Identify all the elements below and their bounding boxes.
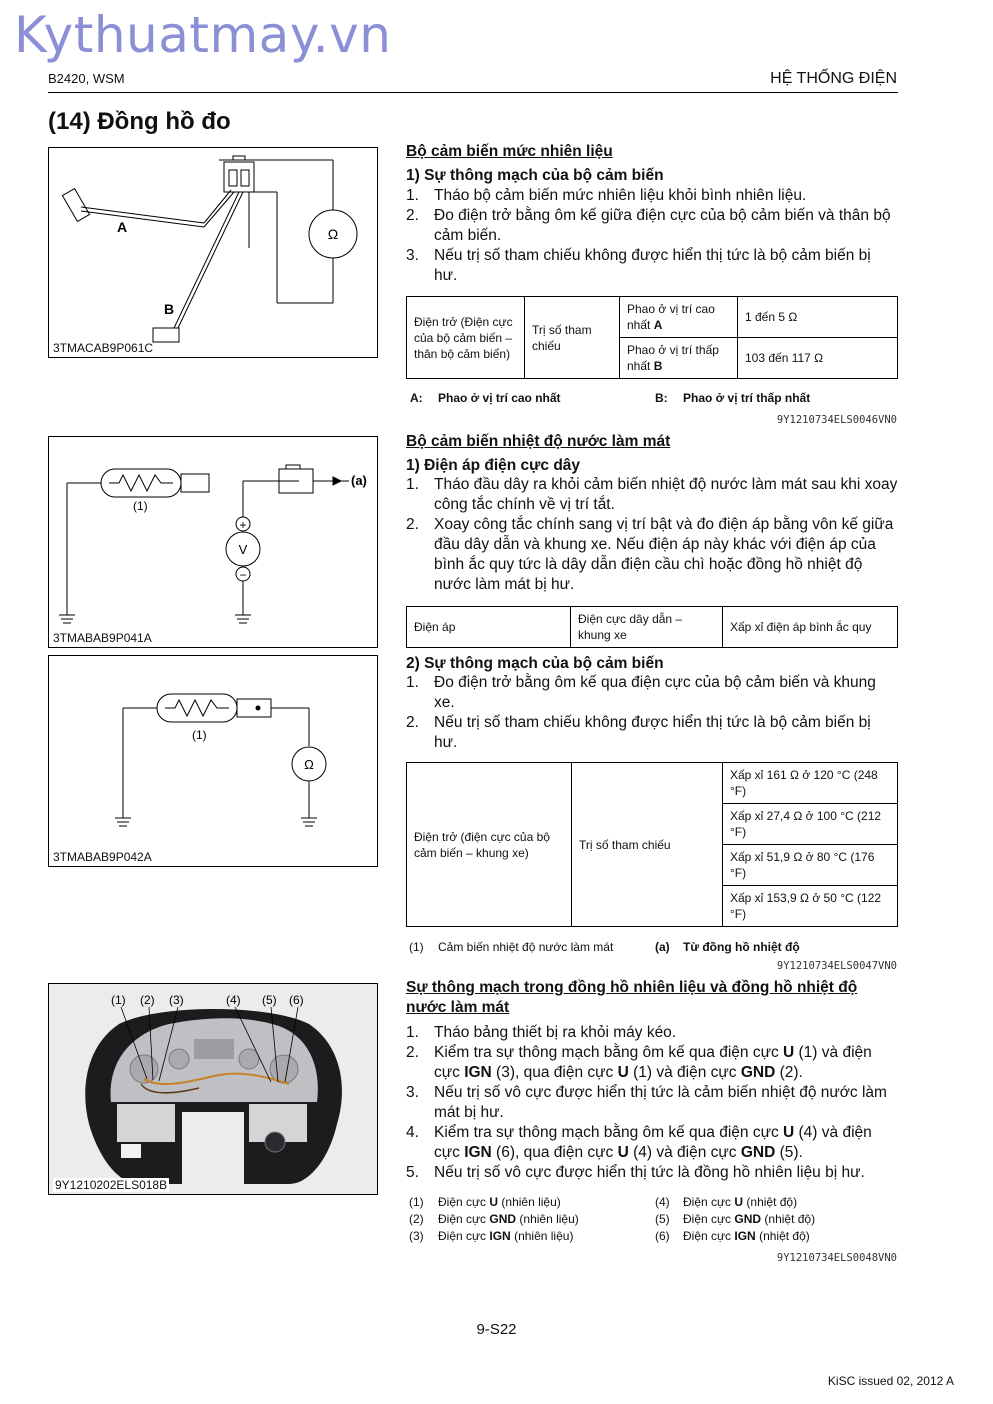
step-item: 3. Nếu trị số tham chiếu không được hiển thị tức là bộ cảm biến bị hư.: [406, 247, 871, 284]
step-item: 2. Đo điện trở bằng ôm kế giữa điện cực của bộ cảm biến và thân bộ cảm biến.: [406, 207, 891, 244]
figure-sensor-continuity: [48, 655, 378, 867]
step-item: 2. Kiểm tra sự thông mạch bằng ôm kế qua điện cực U (1) và điện cực IGN (3), qua điện cực U (1) và điện cực GND (2).: [406, 1044, 872, 1081]
table-cell: Xấp xỉ 51,9 Ω ở 80 °C (176 °F): [723, 845, 898, 886]
table-cell: Xấp xỉ 161 Ω ở 120 °C (248 °F): [723, 763, 898, 804]
step-item: 2. Xoay công tắc chính sang vị trí bật và đo điện áp bằng vôn kế giữa đầu dây dẫn và khung xe. Nếu điện áp này khác với điện áp của bình ắc quy tức là dây dẫn điện cầu chì hoặc đồng hồ nhiệt độ nước làm mát bị hư.: [406, 516, 894, 593]
table-cell: Điện trở (Điện cực của bộ cảm biến – thân bộ cảm biến): [407, 297, 525, 379]
step-item: 4. Kiểm tra sự thông mạch bằng ôm kế qua điện cực U (4) và điện cực IGN (6), qua điện cực U (4) và điện cực GND (5).: [406, 1124, 872, 1161]
plus-symbol: +: [239, 518, 247, 532]
step-item: 2. Nếu trị số tham chiếu không được hiển thị tức là bộ cảm biến bị hư.: [406, 714, 871, 751]
step-item: 1. Tháo bảng thiết bị ra khỏi máy kéo.: [406, 1024, 677, 1041]
table-cell: Phao ở vị trí cao nhất A: [620, 297, 738, 338]
doc-code: 9Y1210734ELS0048VN0: [776, 1252, 897, 1264]
figure-code: 3TMABAB9P042A: [53, 850, 152, 864]
figure-code: 3TMABAB9P041A: [53, 631, 152, 645]
figure-sensor-voltage: [48, 436, 378, 648]
table-cell: 103 đến 117 Ω: [738, 338, 898, 379]
steps-list: [406, 475, 898, 595]
callout-6: (6): [289, 993, 304, 1007]
voltage-table: [406, 606, 898, 648]
header-model: B2420, WSM: [48, 71, 125, 86]
callout-4: (4): [226, 993, 241, 1007]
table-cell: Phao ở vị trí thấp nhất B: [620, 338, 738, 379]
label-1: (1): [192, 728, 207, 742]
section-gauge-continuity: [406, 978, 898, 1246]
section-heading: Sự thông mạch trong đồng hồ nhiên liệu và đồng hồ nhiệt độ nước làm mát: [406, 979, 858, 1016]
callout-5: (5): [262, 993, 277, 1007]
page-title: (14) Đồng hồ đo: [48, 108, 231, 135]
float-a-shape: [62, 189, 89, 222]
table-cell: Xấp xỉ 27,4 Ω ở 100 °C (212 °F): [723, 804, 898, 845]
steps-list: [406, 673, 898, 753]
callout-2: (2): [140, 993, 155, 1007]
table-cell: Xấp xỉ điện áp bình ắc quy: [723, 607, 898, 648]
ohmmeter-symbol: Ω: [304, 757, 314, 772]
section-fuel-sensor: [406, 143, 898, 407]
voltage-diagram: [49, 437, 377, 647]
step-item: 5. Nếu trị số vô cực được hiển thị tức là đồng hồ nhiên liệu bị hư.: [406, 1164, 865, 1181]
table-cell: Điện áp: [407, 607, 571, 648]
step-item: 1. Đo điện trở bằng ôm kế qua điện cực của bộ cảm biến và khung xe.: [406, 674, 876, 711]
label-a: A: [117, 219, 128, 235]
figure-fuel-sensor: [48, 147, 378, 358]
section-heading: Bộ cảm biến mức nhiên liệu: [406, 143, 613, 160]
steps-list: [406, 1023, 898, 1183]
legend: (1) Cảm biến nhiệt độ nước làm mát (a) Từ đồng hồ nhiệt độ: [409, 940, 800, 954]
label-1: (1): [133, 499, 148, 513]
table-cell: Trị số tham chiếu: [572, 763, 723, 927]
fuel-sensor-diagram: [49, 148, 377, 357]
resistance-table: [406, 762, 898, 927]
doc-code: 9Y1210734ELS0047VN0: [776, 960, 897, 972]
doc-code: 9Y1210734ELS0046VN0: [776, 414, 897, 426]
steps-list: [406, 186, 898, 286]
section-coolant-sensor: [406, 433, 898, 956]
table-cell: Xấp xỉ 153,9 Ω ở 50 °C (122 °F): [723, 886, 898, 927]
issued-note: KiSC issued 02, 2012 A: [827, 1374, 954, 1388]
subheading: 2) Sự thông mạch của bộ cảm biến: [406, 655, 664, 672]
legend: A: Phao ở vị trí cao nhất B: Phao ở vị trí thấp nhất: [410, 391, 811, 405]
subheading: 1) Sự thông mạch của bộ cảm biến: [406, 167, 664, 184]
subheading: 1) Điện áp điện cực dây: [406, 457, 581, 474]
step-item: 1. Tháo bộ cảm biến mức nhiên liệu khỏi bình nhiên liệu.: [406, 187, 807, 204]
header-section: HỆ THỐNG ĐIỆN: [770, 70, 897, 87]
callout-1: (1): [111, 993, 126, 1007]
minus-symbol: −: [239, 568, 247, 582]
table-cell: Trị số tham chiếu: [525, 297, 620, 379]
watermark: Kythuatmay.vn: [14, 6, 392, 64]
header-divider: [48, 92, 898, 93]
step-item: 1. Tháo đầu dây ra khỏi cảm biến nhiệt độ nước làm mát sau khi xoay công tắc chính về vị trí tắt.: [406, 476, 898, 513]
figure-instrument-panel: [48, 983, 378, 1195]
table-cell: Điện cực dây dẫn – khung xe: [571, 607, 723, 648]
figure-code: 9Y1210202ELS018B: [55, 1178, 168, 1192]
continuity-diagram: [49, 656, 377, 866]
voltmeter-symbol: V: [238, 542, 248, 557]
step-item: 3. Nếu trị số vô cực được hiển thị tức là cảm biến nhiệt độ nước làm mát bị hư.: [406, 1084, 887, 1121]
instrument-panel-photo: [49, 984, 377, 1194]
label-a: (a): [351, 473, 367, 488]
callout-3: (3): [169, 993, 184, 1007]
label-b: B: [164, 301, 175, 317]
figure-code: 3TMACAB9P061C: [53, 341, 154, 355]
ohmmeter-symbol: Ω: [327, 226, 339, 242]
legend: (1) Điện cực U (nhiên liệu) (2) Điện cực GND (nhiên liệu) (3) Điện cực IGN (nhiên liệu) (4) Điện cực U (nhiệt độ) (5) Điện cực GND (nhiệt độ) (6) Điện cực IGN (nhiệt độ): [409, 1195, 816, 1243]
section-heading: Bộ cảm biến nhiệt độ nước làm mát: [406, 433, 671, 450]
table-cell: 1 đến 5 Ω: [738, 297, 898, 338]
resistance-table: [406, 296, 898, 379]
page-number: 9-S22: [476, 1321, 517, 1338]
table-cell: Điện trở (điện cực của bộ cảm biến – khung xe): [407, 763, 572, 927]
